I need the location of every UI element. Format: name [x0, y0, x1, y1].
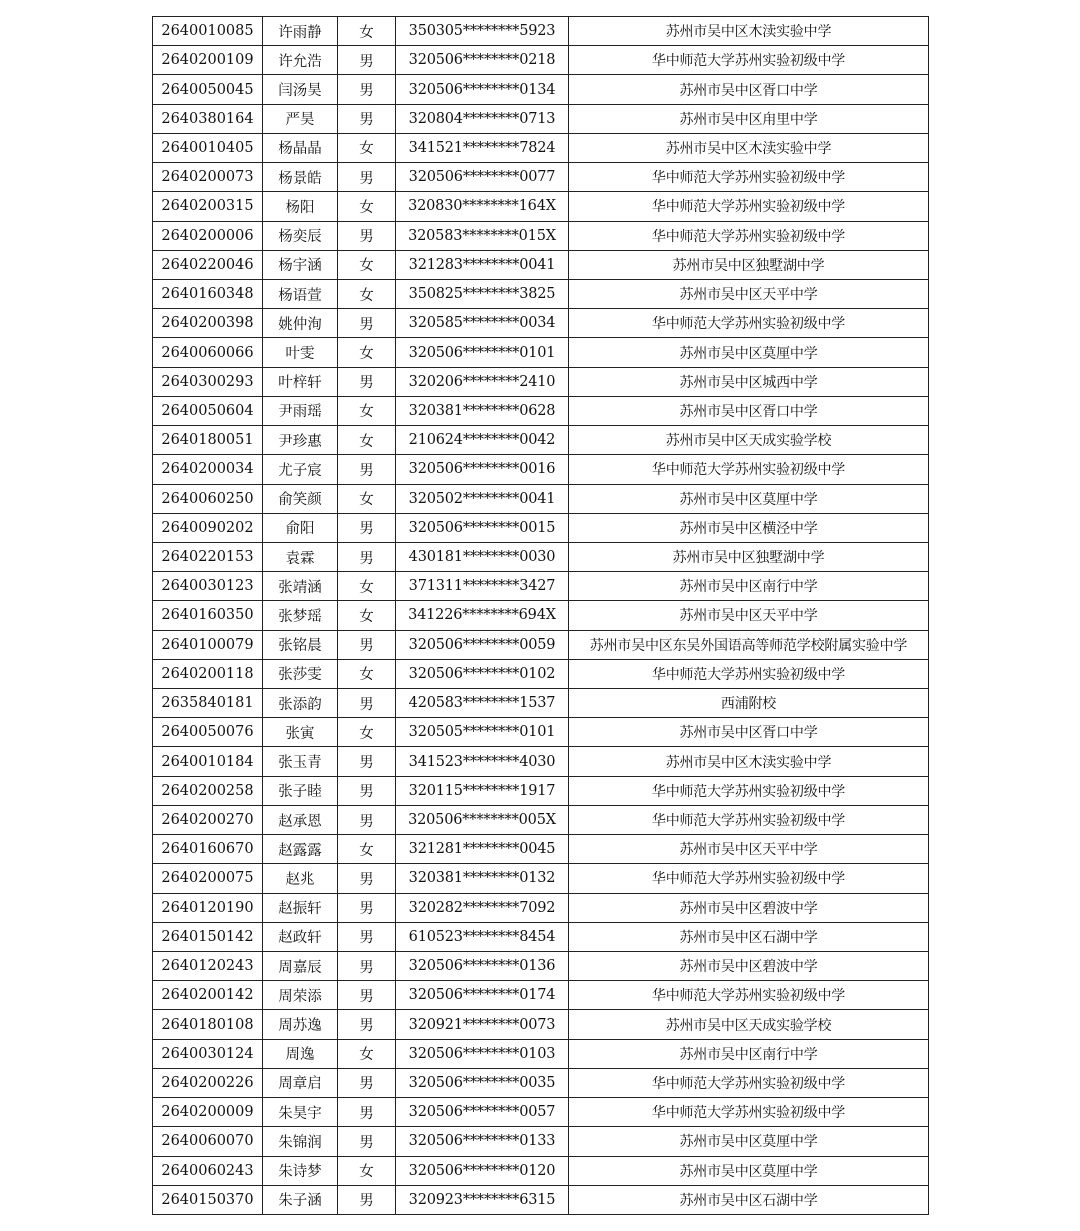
exam-number-cell: 2640200034	[153, 455, 263, 484]
id-number-cell: 320506********0136	[396, 952, 569, 981]
school-cell: 苏州市吴中区莫厘中学	[569, 1156, 929, 1185]
exam-number-cell: 2640050045	[153, 75, 263, 104]
id-number-cell: 350305********5923	[396, 17, 569, 46]
student-name-cell: 叶雯	[263, 338, 338, 367]
student-name-cell: 张寅	[263, 718, 338, 747]
exam-number-cell: 2640200315	[153, 192, 263, 221]
gender-cell: 男	[338, 104, 396, 133]
id-number-cell: 320506********0035	[396, 1068, 569, 1097]
school-cell: 苏州市吴中区甪里中学	[569, 104, 929, 133]
table-row	[153, 455, 929, 484]
id-number-cell: 320115********1917	[396, 776, 569, 805]
school-cell: 苏州市吴中区天平中学	[569, 601, 929, 630]
exam-number-cell: 2640090202	[153, 513, 263, 542]
exam-number-cell: 2640220153	[153, 542, 263, 571]
id-number-cell: 320506********0103	[396, 1039, 569, 1068]
student-name-cell: 张莎雯	[263, 659, 338, 688]
student-name-cell: 朱昊宇	[263, 1098, 338, 1127]
table-row	[153, 981, 929, 1010]
id-number-cell: 320583********015X	[396, 221, 569, 250]
student-name-cell: 尹珍惠	[263, 426, 338, 455]
student-name-cell: 赵承恩	[263, 805, 338, 834]
gender-cell: 女	[338, 1039, 396, 1068]
gender-cell: 男	[338, 893, 396, 922]
student-name-cell: 杨景皓	[263, 163, 338, 192]
exam-number-cell: 2640200118	[153, 659, 263, 688]
student-name-cell: 朱子涵	[263, 1185, 338, 1214]
student-name-cell: 杨宇涵	[263, 250, 338, 279]
table-row	[153, 513, 929, 542]
table-row	[153, 864, 929, 893]
gender-cell: 男	[338, 1098, 396, 1127]
school-cell: 华中师范大学苏州实验初级中学	[569, 46, 929, 75]
gender-cell: 女	[338, 17, 396, 46]
table-row	[153, 1127, 929, 1156]
table-row	[153, 952, 929, 981]
gender-cell: 男	[338, 221, 396, 250]
gender-cell: 男	[338, 163, 396, 192]
exam-number-cell: 2640200270	[153, 805, 263, 834]
school-cell: 西浦附校	[569, 689, 929, 718]
id-number-cell: 320830********164X	[396, 192, 569, 221]
table-row	[153, 46, 929, 75]
exam-number-cell: 2640160348	[153, 279, 263, 308]
table-row	[153, 426, 929, 455]
school-cell: 华中师范大学苏州实验初级中学	[569, 192, 929, 221]
exam-number-cell: 2640060066	[153, 338, 263, 367]
gender-cell: 女	[338, 659, 396, 688]
id-number-cell: 320506********0059	[396, 630, 569, 659]
student-name-cell: 俞阳	[263, 513, 338, 542]
school-cell: 华中师范大学苏州实验初级中学	[569, 455, 929, 484]
id-number-cell: 320506********0174	[396, 981, 569, 1010]
id-number-cell: 320804********0713	[396, 104, 569, 133]
gender-cell: 女	[338, 572, 396, 601]
id-number-cell: 320506********0133	[396, 1127, 569, 1156]
gender-cell: 男	[338, 367, 396, 396]
gender-cell: 男	[338, 922, 396, 951]
id-number-cell: 320282********7092	[396, 893, 569, 922]
student-name-cell: 叶梓轩	[263, 367, 338, 396]
id-number-cell: 320506********0218	[396, 46, 569, 75]
student-table-body	[153, 17, 929, 1215]
exam-number-cell: 2640200075	[153, 864, 263, 893]
gender-cell: 男	[338, 46, 396, 75]
gender-cell: 女	[338, 1156, 396, 1185]
table-row	[153, 630, 929, 659]
student-name-cell: 杨阳	[263, 192, 338, 221]
table-row	[153, 776, 929, 805]
id-number-cell: 371311********3427	[396, 572, 569, 601]
id-number-cell: 320506********0134	[396, 75, 569, 104]
id-number-cell: 320506********0015	[396, 513, 569, 542]
gender-cell: 男	[338, 75, 396, 104]
student-name-cell: 许雨静	[263, 17, 338, 46]
id-number-cell: 320506********0057	[396, 1098, 569, 1127]
table-row	[153, 922, 929, 951]
gender-cell: 男	[338, 1010, 396, 1039]
gender-cell: 男	[338, 1127, 396, 1156]
exam-number-cell: 2635840181	[153, 689, 263, 718]
student-name-cell: 许允浩	[263, 46, 338, 75]
id-number-cell: 610523********8454	[396, 922, 569, 951]
gender-cell: 男	[338, 689, 396, 718]
student-name-cell: 张靖涵	[263, 572, 338, 601]
table-row	[153, 1010, 929, 1039]
exam-number-cell: 2640010405	[153, 133, 263, 162]
school-cell: 华中师范大学苏州实验初级中学	[569, 163, 929, 192]
gender-cell: 男	[338, 747, 396, 776]
school-cell: 苏州市吴中区天成实验学校	[569, 426, 929, 455]
table-row	[153, 1185, 929, 1214]
gender-cell: 女	[338, 601, 396, 630]
exam-number-cell: 2640010085	[153, 17, 263, 46]
exam-number-cell: 2640060070	[153, 1127, 263, 1156]
id-number-cell: 320505********0101	[396, 718, 569, 747]
exam-number-cell: 2640120190	[153, 893, 263, 922]
student-name-cell: 俞笑颜	[263, 484, 338, 513]
exam-number-cell: 2640200398	[153, 309, 263, 338]
school-cell: 苏州市吴中区木渎实验中学	[569, 747, 929, 776]
exam-number-cell: 2640180051	[153, 426, 263, 455]
school-cell: 苏州市吴中区天平中学	[569, 279, 929, 308]
gender-cell: 女	[338, 192, 396, 221]
exam-number-cell: 2640220046	[153, 250, 263, 279]
school-cell: 苏州市吴中区莫厘中学	[569, 338, 929, 367]
table-row	[153, 893, 929, 922]
gender-cell: 男	[338, 630, 396, 659]
gender-cell: 女	[338, 426, 396, 455]
table-row	[153, 1098, 929, 1127]
id-number-cell: 341226********694X	[396, 601, 569, 630]
table-row	[153, 805, 929, 834]
gender-cell: 女	[338, 396, 396, 425]
school-cell: 苏州市吴中区天平中学	[569, 835, 929, 864]
id-number-cell: 341521********7824	[396, 133, 569, 162]
school-cell: 华中师范大学苏州实验初级中学	[569, 864, 929, 893]
exam-number-cell: 2640050076	[153, 718, 263, 747]
id-number-cell: 420583********1537	[396, 689, 569, 718]
exam-number-cell: 2640380164	[153, 104, 263, 133]
gender-cell: 男	[338, 455, 396, 484]
exam-number-cell: 2640030124	[153, 1039, 263, 1068]
student-name-cell: 张子睦	[263, 776, 338, 805]
table-row	[153, 133, 929, 162]
school-cell: 华中师范大学苏州实验初级中学	[569, 1098, 929, 1127]
id-number-cell: 321281********0045	[396, 835, 569, 864]
id-number-cell: 210624********0042	[396, 426, 569, 455]
table-row	[153, 572, 929, 601]
student-name-cell: 闫汤昊	[263, 75, 338, 104]
gender-cell: 男	[338, 981, 396, 1010]
student-name-cell: 朱锦润	[263, 1127, 338, 1156]
exam-number-cell: 2640200142	[153, 981, 263, 1010]
student-table	[152, 16, 929, 1215]
gender-cell: 女	[338, 835, 396, 864]
table-row	[153, 104, 929, 133]
exam-number-cell: 2640200009	[153, 1098, 263, 1127]
school-cell: 华中师范大学苏州实验初级中学	[569, 221, 929, 250]
student-name-cell: 周逸	[263, 1039, 338, 1068]
gender-cell: 男	[338, 952, 396, 981]
exam-number-cell: 2640180108	[153, 1010, 263, 1039]
table-row	[153, 17, 929, 46]
school-cell: 苏州市吴中区莫厘中学	[569, 1127, 929, 1156]
school-cell: 华中师范大学苏州实验初级中学	[569, 1068, 929, 1097]
school-cell: 苏州市吴中区莫厘中学	[569, 484, 929, 513]
school-cell: 苏州市吴中区独墅湖中学	[569, 250, 929, 279]
exam-number-cell: 2640200226	[153, 1068, 263, 1097]
exam-number-cell: 2640100079	[153, 630, 263, 659]
gender-cell: 男	[338, 309, 396, 338]
student-name-cell: 周苏逸	[263, 1010, 338, 1039]
table-row	[153, 1039, 929, 1068]
table-row	[153, 484, 929, 513]
table-row	[153, 601, 929, 630]
school-cell: 苏州市吴中区木渎实验中学	[569, 17, 929, 46]
exam-number-cell: 2640200006	[153, 221, 263, 250]
exam-number-cell: 2640010184	[153, 747, 263, 776]
exam-number-cell: 2640160670	[153, 835, 263, 864]
gender-cell: 女	[338, 279, 396, 308]
id-number-cell: 320506********0016	[396, 455, 569, 484]
id-number-cell: 430181********0030	[396, 542, 569, 571]
gender-cell: 女	[338, 718, 396, 747]
gender-cell: 男	[338, 776, 396, 805]
table-row	[153, 163, 929, 192]
student-name-cell: 张铭晨	[263, 630, 338, 659]
table-row	[153, 718, 929, 747]
table-row	[153, 192, 929, 221]
student-name-cell: 周嘉辰	[263, 952, 338, 981]
table-row	[153, 279, 929, 308]
school-cell: 苏州市吴中区南行中学	[569, 572, 929, 601]
school-cell: 苏州市吴中区石湖中学	[569, 922, 929, 951]
id-number-cell: 341523********4030	[396, 747, 569, 776]
id-number-cell: 320585********0034	[396, 309, 569, 338]
gender-cell: 男	[338, 805, 396, 834]
exam-number-cell: 2640120243	[153, 952, 263, 981]
school-cell: 苏州市吴中区东吴外国语高等师范学校附属实验中学	[569, 630, 929, 659]
student-name-cell: 姚仲洵	[263, 309, 338, 338]
student-name-cell: 袁霖	[263, 542, 338, 571]
school-cell: 苏州市吴中区碧波中学	[569, 893, 929, 922]
exam-number-cell: 2640030123	[153, 572, 263, 601]
id-number-cell: 320506********0101	[396, 338, 569, 367]
id-number-cell: 320506********0102	[396, 659, 569, 688]
school-cell: 苏州市吴中区城西中学	[569, 367, 929, 396]
gender-cell: 女	[338, 250, 396, 279]
exam-number-cell: 2640160350	[153, 601, 263, 630]
student-list-sheet	[152, 16, 928, 1215]
id-number-cell: 320502********0041	[396, 484, 569, 513]
student-name-cell: 严昊	[263, 104, 338, 133]
student-name-cell: 周荣添	[263, 981, 338, 1010]
student-name-cell: 赵兆	[263, 864, 338, 893]
student-name-cell: 杨语萱	[263, 279, 338, 308]
table-row	[153, 396, 929, 425]
gender-cell: 女	[338, 133, 396, 162]
school-cell: 华中师范大学苏州实验初级中学	[569, 309, 929, 338]
exam-number-cell: 2640150142	[153, 922, 263, 951]
table-row	[153, 221, 929, 250]
table-row	[153, 1068, 929, 1097]
school-cell: 苏州市吴中区独墅湖中学	[569, 542, 929, 571]
exam-number-cell: 2640150370	[153, 1185, 263, 1214]
table-row	[153, 75, 929, 104]
exam-number-cell: 2640300293	[153, 367, 263, 396]
id-number-cell: 350825********3825	[396, 279, 569, 308]
id-number-cell: 320506********005X	[396, 805, 569, 834]
school-cell: 华中师范大学苏州实验初级中学	[569, 659, 929, 688]
gender-cell: 男	[338, 1185, 396, 1214]
exam-number-cell: 2640200109	[153, 46, 263, 75]
id-number-cell: 320381********0628	[396, 396, 569, 425]
student-name-cell: 尹雨瑶	[263, 396, 338, 425]
student-name-cell: 周章启	[263, 1068, 338, 1097]
id-number-cell: 320506********0120	[396, 1156, 569, 1185]
exam-number-cell: 2640200258	[153, 776, 263, 805]
gender-cell: 男	[338, 864, 396, 893]
student-name-cell: 朱诗梦	[263, 1156, 338, 1185]
school-cell: 苏州市吴中区碧波中学	[569, 952, 929, 981]
school-cell: 华中师范大学苏州实验初级中学	[569, 776, 929, 805]
school-cell: 苏州市吴中区胥口中学	[569, 396, 929, 425]
school-cell: 苏州市吴中区横泾中学	[569, 513, 929, 542]
gender-cell: 男	[338, 513, 396, 542]
table-row	[153, 309, 929, 338]
student-name-cell: 尤子宸	[263, 455, 338, 484]
student-name-cell: 张添韵	[263, 689, 338, 718]
gender-cell: 女	[338, 338, 396, 367]
gender-cell: 男	[338, 542, 396, 571]
school-cell: 华中师范大学苏州实验初级中学	[569, 981, 929, 1010]
id-number-cell: 320506********0077	[396, 163, 569, 192]
table-row	[153, 689, 929, 718]
table-row	[153, 250, 929, 279]
school-cell: 华中师范大学苏州实验初级中学	[569, 805, 929, 834]
school-cell: 苏州市吴中区南行中学	[569, 1039, 929, 1068]
school-cell: 苏州市吴中区胥口中学	[569, 75, 929, 104]
exam-number-cell: 2640060243	[153, 1156, 263, 1185]
id-number-cell: 320921********0073	[396, 1010, 569, 1039]
student-name-cell: 赵振轩	[263, 893, 338, 922]
id-number-cell: 320923********6315	[396, 1185, 569, 1214]
gender-cell: 女	[338, 484, 396, 513]
school-cell: 苏州市吴中区木渎实验中学	[569, 133, 929, 162]
id-number-cell: 320206********2410	[396, 367, 569, 396]
student-name-cell: 杨晶晶	[263, 133, 338, 162]
gender-cell: 男	[338, 1068, 396, 1097]
table-row	[153, 659, 929, 688]
school-cell: 苏州市吴中区天成实验学校	[569, 1010, 929, 1039]
school-cell: 苏州市吴中区胥口中学	[569, 718, 929, 747]
table-row	[153, 367, 929, 396]
table-row	[153, 747, 929, 776]
student-name-cell: 张梦瑶	[263, 601, 338, 630]
exam-number-cell: 2640200073	[153, 163, 263, 192]
id-number-cell: 320381********0132	[396, 864, 569, 893]
student-name-cell: 杨奕辰	[263, 221, 338, 250]
table-row	[153, 542, 929, 571]
exam-number-cell: 2640060250	[153, 484, 263, 513]
exam-number-cell: 2640050604	[153, 396, 263, 425]
table-row	[153, 835, 929, 864]
student-name-cell: 赵政轩	[263, 922, 338, 951]
student-name-cell: 张玉青	[263, 747, 338, 776]
table-row	[153, 1156, 929, 1185]
table-row	[153, 338, 929, 367]
student-name-cell: 赵露露	[263, 835, 338, 864]
school-cell: 苏州市吴中区石湖中学	[569, 1185, 929, 1214]
id-number-cell: 321283********0041	[396, 250, 569, 279]
